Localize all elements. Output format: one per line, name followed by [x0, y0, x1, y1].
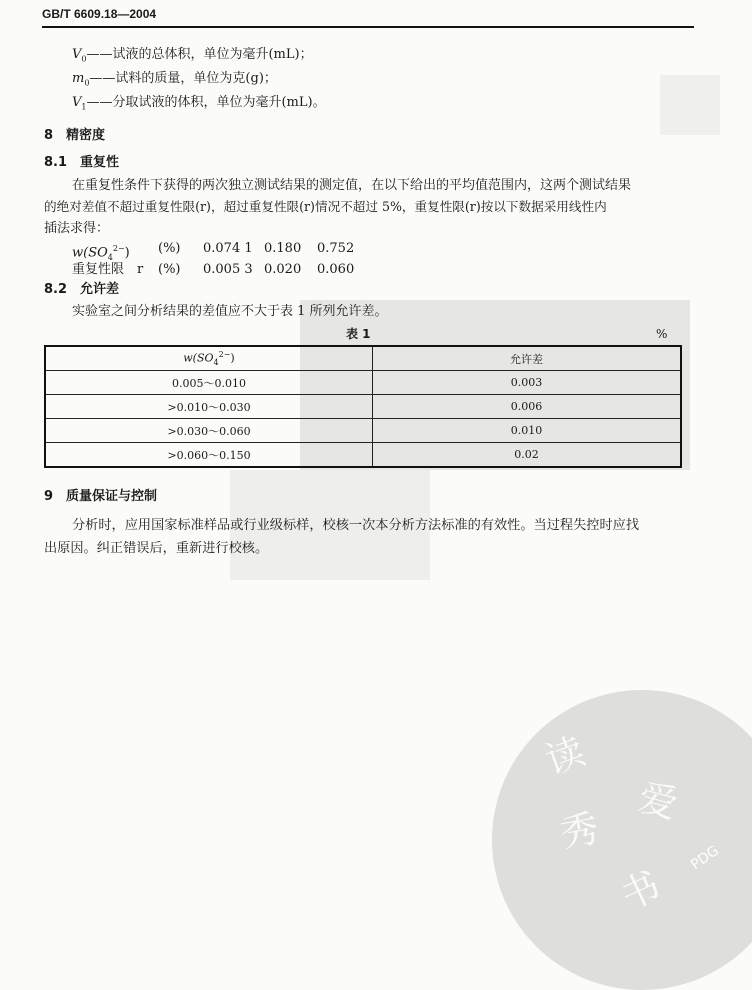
table-cell-range: 0.005～0.010 [45, 371, 373, 395]
table-cell-tolerance: 0.010 [373, 419, 682, 443]
section-9-title: 9 质量保证与控制 [44, 489, 158, 504]
repeatability-r-value: 0.020 [264, 262, 302, 277]
table-row [45, 371, 681, 395]
table-header-cell: 允许差 [373, 346, 682, 371]
table-1 [44, 345, 682, 468]
table-cell-tolerance: 0.003 [373, 371, 682, 395]
definition-v1: $V_1——$分取试液的体积，单位为毫升(mL)。 [72, 95, 326, 112]
table-cell-tolerance: 0.02 [373, 443, 682, 468]
scan-noise-3 [660, 75, 720, 135]
repeatability-r-value: 0.005 3 [203, 262, 253, 277]
table-unit: % [656, 327, 668, 341]
watermark-char: 爱 [634, 774, 683, 828]
section-8-1-para: 的绝对差值不超过重复性限(r)，超过重复性限(r)情况不超过 5%，重复性限(r)按以下数据采用线性内 [44, 199, 607, 214]
table-caption: 表 1 [346, 327, 371, 341]
repeatability-w-unit: (%) [158, 241, 181, 256]
table-cell-range: >0.010～0.030 [45, 395, 373, 419]
section-8-1-para: 插法求得： [44, 221, 110, 236]
table-row [45, 443, 681, 468]
section-8-title: 8 精密度 [44, 128, 106, 143]
repeatability-w-value: 0.752 [317, 241, 355, 256]
repeatability-w-value: 0.074 1 [203, 241, 253, 256]
definition-v0: $V_0——$试液的总体积，单位为毫升(mL)； [72, 47, 313, 64]
repeatability-r-value: 0.060 [317, 262, 355, 277]
section-8-2-para: 实验室之间分析结果的差值应不大于表 1 所列允许差。 [72, 304, 388, 319]
section-9-para: 出原因。纠正错误后，重新进行校核。 [44, 541, 269, 556]
section-8-1-title: 8.1 重复性 [44, 155, 120, 170]
table-header-row [45, 346, 681, 371]
watermark-char: 书 [613, 862, 668, 919]
section-8-2-title: 8.2 允许差 [44, 282, 120, 297]
table-row [45, 395, 681, 419]
table-row [45, 419, 681, 443]
repeatability-w-row: $w(SO_4^{2-})$ [72, 244, 130, 262]
definition-m0: $m_0——$试料的质量，单位为克(g)； [72, 71, 277, 88]
watermark-brand: PDG [688, 842, 722, 874]
table-header-cell: $w(SO_4^{2-})$ [45, 346, 373, 371]
repeatability-r-row: 重复性限 r [72, 262, 144, 277]
watermark-circle [492, 690, 752, 990]
section-9-para: 分析时，应用国家标准样品或行业级标样，校核一次本分析方法标准的有效性。当过程失控时应找 [72, 518, 640, 533]
repeatability-r-unit: (%) [158, 262, 181, 277]
section-8-1-para: 在重复性条件下获得的两次独立测试结果的测定值，在以下给出的平均值范围内，这两个测试结果 [72, 178, 632, 193]
table-cell-range: >0.030～0.060 [45, 419, 373, 443]
watermark-char: 秀 [557, 805, 603, 856]
header-rule [42, 26, 694, 28]
repeatability-w-value: 0.180 [264, 241, 302, 256]
standard-id: GB/T 6609.18—2004 [42, 7, 157, 21]
table-cell-tolerance: 0.006 [373, 395, 682, 419]
table-cell-range: >0.060～0.150 [45, 443, 373, 468]
watermark-char: 读 [539, 728, 591, 783]
